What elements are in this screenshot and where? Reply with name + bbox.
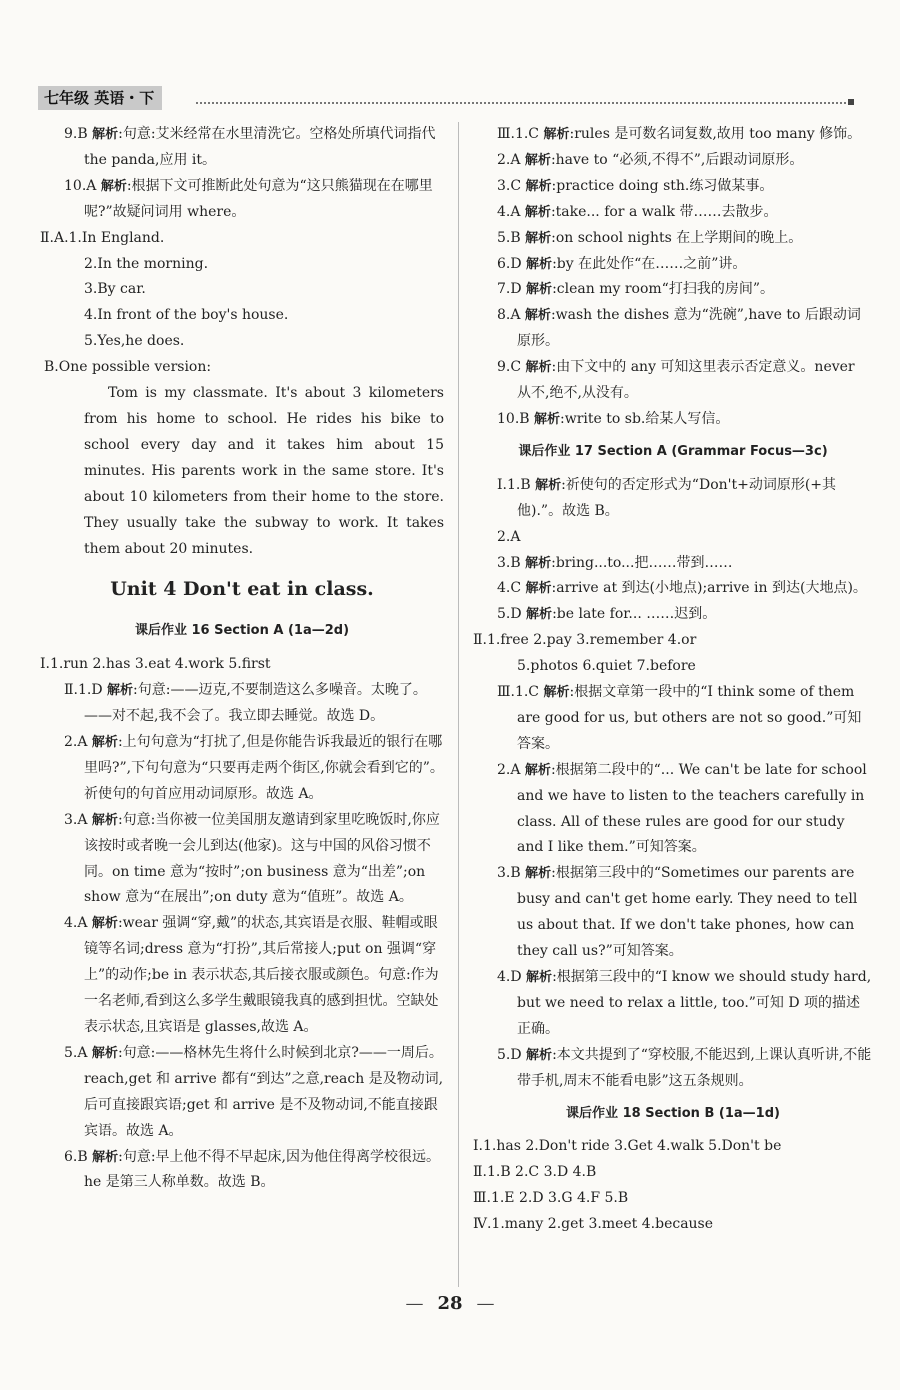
answer-row [473,758,873,862]
answer-row [473,174,873,200]
answer-row [473,473,873,525]
analysis-label: 解析 [525,360,552,376]
essay-paragraph: Tom is my classmate. It's about 3 kilometers from his home to school. He rides his bike to school every day and it takes him about 15 minutes. His parents work in the same store. It's about 10 kilometers from their home to the store. They usually take the subway to work. It takes them about 20 minutes. [84,385,444,557]
answer-row [40,122,444,174]
answer-row [473,1043,873,1095]
analysis-label: 解析 [526,256,553,272]
analysis-text: :arrive at 到达(小地点);arrive in 到达(大地点)。 [551,580,867,597]
answer-row [473,200,873,226]
answer-key: 5.A [64,1044,92,1061]
analysis-label: 解析 [526,1047,553,1063]
analysis-label: 解析 [526,282,553,298]
analysis-text: :根据第二段中的“... We can't be late for school and we have to listen to the teachers carefully in class. All of these rules are good for our study and I like them.”可知答案。 [517,761,867,856]
answer-key: Ⅲ.1.E 2.D 3.G 4.F 5.B [473,1190,629,1207]
analysis-label: 解析 [91,735,118,751]
analysis-text: :根据文章第一段中的“I think some of them are good for us, but others are not so good.”可知答案。 [517,684,862,752]
answer-row [473,602,873,628]
analysis-text: :句意:艾米经常在水里清洗它。空格处所填代词指代 the panda,应用 it。 [84,126,436,168]
answer-key: 3.A [64,811,92,828]
answer-row [473,576,873,602]
analysis-text: :由下文中的 any 可知这里表示否定意义。never 从不,绝不,从没有。 [517,359,855,402]
analysis-text: :本文共提到了“穿校服,不能迟到,上课认真听讲,不能带手机,周末不能看电影”这五条规则。 [517,1046,872,1089]
answer-key: 7.D [497,281,527,298]
analysis-text: :句意:——格林先生将什么时候到北京?——一周后。reach,get 和 arrive 都有“到达”之意,reach 是及物动词,后可直接跟宾语;get 和 arrive 是不及物动词,不能直接跟宾语。故选 A。 [84,1044,444,1139]
grade-badge: 七年级 英语・下 [38,86,162,110]
answer-row [473,148,873,174]
answer-row [40,355,444,381]
analysis-text: :句意:当你被一位美国朋友邀请到家里吃晚饭时,你应该按时或者晚一会儿到达(他家)。这与中国的风俗习惯不同。on time 意为“按时”;on business 意为“出差”;on show 意为“在展出”;on duty 意为“值班”。故选 A。 [84,811,440,906]
answer-row [473,277,873,303]
answer-key: B.One possible version: [44,359,212,376]
analysis-label: 解析 [525,555,552,571]
section-title-16: 课后作业 16 Section A (1a—2d) [134,623,350,639]
left-answers-part2 [40,652,444,1196]
analysis-text: :rules 是可数名词复数,故用 too many 修饰。 [569,126,862,142]
analysis-text: :practice doing sth.练习做某事。 [551,177,774,194]
answer-key: 5.D [497,606,527,623]
analysis-text: :take... for a walk 带……去散步。 [550,203,778,220]
answer-row [473,1186,873,1212]
analysis-text: :on school nights 在上学期间的晚上。 [551,229,803,246]
analysis-text: :write to sb.给某人写信。 [560,410,730,427]
answer-row [40,808,444,912]
analysis-text: :祈使句的否定形式为“Don't+动词原形(+其他).”。故选 B。 [517,476,837,519]
right-answers-part3 [473,1134,873,1238]
answer-row [40,252,444,278]
analysis-label: 解析 [526,970,553,985]
answer-row [473,407,873,433]
answer-key: Ⅱ.1.free 2.pay 3.remember 4.or [473,632,697,649]
analysis-label: 解析 [91,1045,118,1061]
analysis-text: :bring...to...把……带到…… [551,554,733,571]
analysis-label: 解析 [543,127,570,142]
answer-key: 3.B [497,554,526,571]
analysis-text: :句意:——迈克,不要制造这么多噪音。太晚了。——对不起,我不会了。我立即去睡觉。故选 D。 [84,682,427,725]
analysis-label: 解析 [534,411,561,427]
analysis-label: 解析 [535,477,562,493]
footer-dash-right: — [476,1293,495,1314]
answer-row [40,226,444,252]
answer-row [473,1160,873,1186]
answer-key: 6.D [497,255,527,272]
answer-row [473,861,873,965]
analysis-label: 解析 [92,127,119,142]
answer-key: 10.B [497,410,535,427]
answer-row [473,355,873,407]
answer-row [473,680,873,758]
answer-key: Ⅱ.A.1.In England. [40,229,165,246]
answer-row [40,911,444,1041]
answer-key: 4.D [497,969,527,985]
analysis-text: :have to “必须,不得不”,后跟动词原形。 [550,151,804,168]
answer-key: 3.B [497,865,526,882]
answer-row [40,303,444,329]
answer-row [473,303,873,355]
answer-row [473,965,873,1043]
answer-key: 4.A [64,915,92,932]
section-title-18: 课后作业 18 Section B (1a—1d) [566,1105,780,1121]
answer-key: Ⅰ.1.B [497,476,536,493]
answer-row [473,1212,873,1238]
answer-key: 3.C [497,177,526,194]
answer-key: 4.In front of the boy's house. [84,307,289,324]
analysis-text: :clean my room“打扫我的房间”。 [552,281,774,298]
answer-row [40,1041,444,1145]
answer-key: Ⅰ.1.run 2.has 3.eat 4.work 5.first [40,656,271,673]
answer-key: 2.A [497,761,525,778]
right-answers-part2 [473,473,873,1095]
analysis-text: :根据第三段中的“I know we should study hard, but we need to relax a little, too.”可知 D 项的描述正确。 [517,969,872,1037]
analysis-text: :根据第三段中的“Sometimes our parents are busy and can't get home early. They need to tell us about that. If we don't take phones, how can they call us?”可知答案。 [517,865,858,960]
analysis-label: 解析 [525,866,552,882]
analysis-label: 解析 [100,178,127,194]
analysis-label: 解析 [524,308,551,324]
analysis-label: 解析 [525,581,552,597]
answer-key: 5.D [497,1046,527,1063]
answer-key: 9.C [497,359,526,376]
header-end-mark [848,99,854,105]
analysis-label: 解析 [91,812,118,828]
analysis-text: :句意:早上他不得不早起床,因为他住得离学校很远。he 是第三人称单数。故选 B。 [84,1148,441,1191]
analysis-label: 解析 [526,607,553,623]
answer-row [473,551,873,577]
right-column [473,122,873,1238]
analysis-text: :wear 强调“穿,戴”的状态,其宾语是衣服、鞋帽或眼镜等名词;dress 意为“打扮”,其后常接人;put on 强调“穿上”的动作;be in 表示状态,其后接衣服或颜色。句意:作为一名老师,看到这么多学生戴眼镜我真的感到担忧。空缺处表示状态,且宾语是 glasses,故选 A。 [84,915,439,1035]
answer-key: 5.B [497,229,526,246]
answer-key: 2.In the morning. [84,255,209,272]
answer-key: 3.By car. [84,281,146,298]
page-header [38,86,850,110]
answer-row [473,122,873,148]
answer-key: Ⅳ.1.many 2.get 3.meet 4.because [473,1216,714,1233]
answer-key: 4.C [497,580,526,597]
answer-row [473,628,873,654]
answer-key: 2.A [64,734,92,751]
right-answers-part1 [473,122,873,433]
answer-key: 4.A [497,203,525,220]
analysis-text: :wash the dishes 意为“洗碗”,have to 后跟动词原形。 [517,307,861,350]
analysis-label: 解析 [525,178,552,194]
answer-row [473,1134,873,1160]
answer-key: Ⅱ.1.B 2.C 3.D 4.B [473,1164,597,1181]
answer-key: 2.A [497,151,525,168]
left-column [40,122,444,1196]
analysis-label: 解析 [107,683,134,699]
answer-key: Ⅲ.1.C [497,126,544,142]
answer-row [40,730,444,808]
answer-row [40,174,444,226]
analysis-label: 解析 [91,916,118,932]
answer-row [473,226,873,252]
answer-key: 9.B [64,126,93,142]
answer-row [473,252,873,278]
analysis-label: 解析 [524,762,551,778]
answer-key: 10.A [64,177,101,194]
analysis-text: :be late for... ……迟到。 [552,606,717,623]
answer-key: 5.Yes,he does. [84,333,185,350]
answer-row [40,277,444,303]
analysis-text: :上句句意为“打扰了,但是你能告诉我最近的银行在哪里吗?”,下句句意为“只要再走两个街区,你就会看到它的”。祈使句的句首应用动词原形。故选 A。 [84,734,444,802]
answer-key: 2.A [497,528,521,545]
page-footer [0,1293,900,1314]
answer-row [40,678,444,730]
analysis-label: 解析 [524,152,551,168]
analysis-text: :根据下文可推断此处句意为“这只熊猫现在在哪里呢?”故疑问词用 where。 [84,177,433,220]
column-divider [458,122,459,1287]
analysis-label: 解析 [525,230,552,246]
answer-key: 8.A [497,307,525,324]
answer-row [473,654,873,680]
answer-row [40,652,444,678]
answer-key: 5.photos 6.quiet 7.before [517,658,696,675]
answer-row [40,1145,444,1197]
answer-key: 6.B [64,1148,93,1165]
analysis-label: 解析 [92,1149,119,1165]
section-title-17: 课后作业 17 Section A (Grammar Focus—3c) [518,443,828,459]
page-number: 28 [437,1293,463,1314]
answer-key: Ⅲ.1.C [497,684,544,701]
unit-title: Unit 4 Don't eat in class. [110,578,374,601]
analysis-label: 解析 [524,204,551,220]
analysis-label: 解析 [543,685,570,701]
footer-dash-left: — [405,1293,424,1314]
header-dotted-rule [196,102,850,104]
answer-row [473,525,873,551]
answer-row [40,329,444,355]
answer-key: Ⅱ.1.D [64,682,107,699]
answer-key: Ⅰ.1.has 2.Don't ride 3.Get 4.walk 5.Don't be [473,1138,782,1155]
left-answers-part1 [40,122,444,381]
analysis-text: :by 在此处作“在……之前”讲。 [552,255,747,272]
